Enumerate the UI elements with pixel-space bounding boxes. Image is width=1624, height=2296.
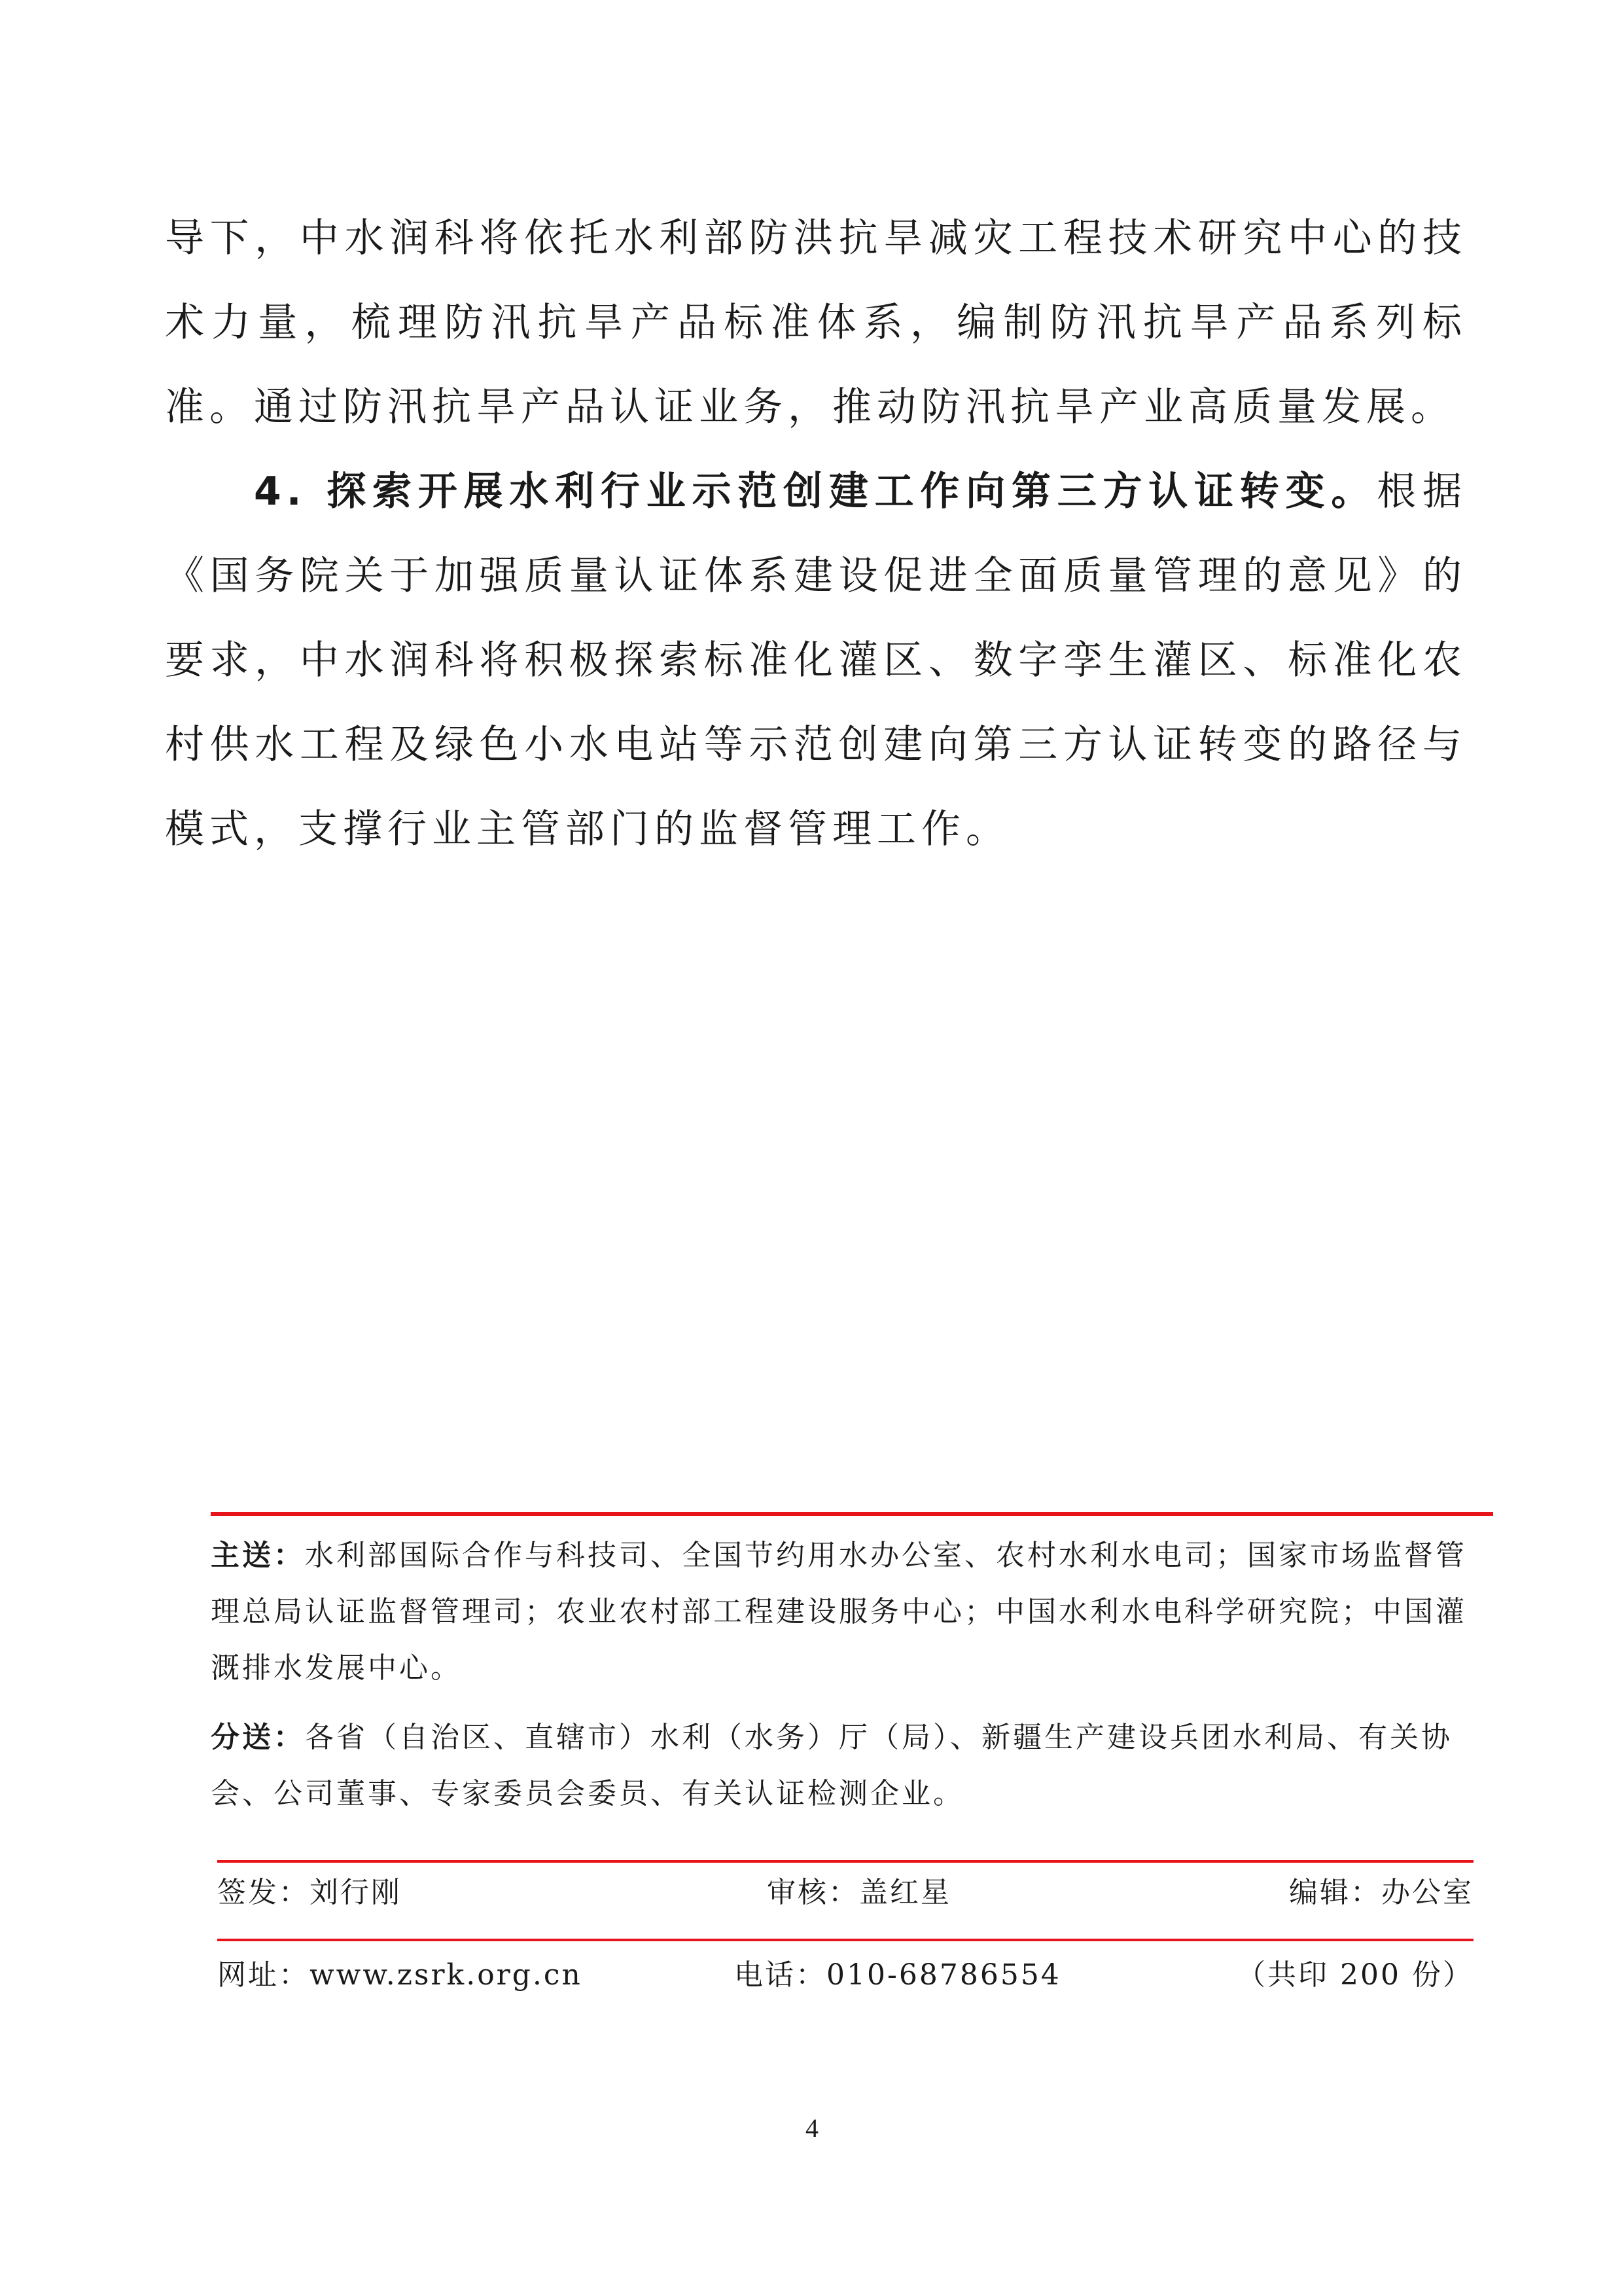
main-recipients-text: 水利部国际合作与科技司、全国节约用水办公室、农村水利水电司；国家市场监督管理总局认证监督管理司；农业农村部工程建设服务中心；中国水利水电科学研究院；中国灌溉排水发展中心。 [211, 1539, 1467, 1685]
body-text [165, 196, 1467, 872]
editor: 编辑：办公室 [1289, 1876, 1474, 1909]
copy-recipients-text: 各省（自治区、直辖市）水利（水务）厅（局）、新疆生产建设兵团水利局、有关协会、公司董事、专家委员会委员、有关认证检测企业。 [211, 1721, 1453, 1810]
copy-recipients-label: 分送： [211, 1721, 305, 1754]
print-copies: （共印 200 份） [1237, 1958, 1474, 1992]
paragraph-continuation: 导下，中水润科将依托水利部防洪抗旱减灾工程技术研究中心的技术力量，梳理防汛抗旱产品标准体系，编制防汛抗旱产品系列标准。通过防汛抗旱产品认证业务，推动防汛抗旱产业高质量发展。 [165, 215, 1467, 430]
reviewer: 审核：盖红星 [767, 1876, 951, 1909]
signoff-row [217, 1867, 1474, 1919]
contact-row [217, 1949, 1474, 2001]
phone: 电话：010-68786554 [734, 1958, 1061, 1992]
paragraph-item-4 [165, 450, 1467, 872]
top-red-rule [211, 1512, 1493, 1516]
website: 网址：www.zsrk.org.cn [217, 1958, 582, 1992]
issuer: 签发：刘行刚 [217, 1876, 402, 1909]
paragraph-heading: 4. 探索开展水利行业示范创建工作向第三方认证转变。 [254, 469, 1377, 514]
distribution-copy [211, 1710, 1493, 1822]
paragraph-text: 根据《国务院关于加强质量认证体系建设促进全面质量管理的意见》的要求，中水润科将积极探索标准化灌区、数字孪生灌区、标准化农村供水工程及绿色小水电站等示范创建向第三方认证转变的路径与模式，支撑行业主管部门的监督管理工作。 [165, 469, 1468, 852]
main-recipients-label: 主送： [211, 1539, 305, 1572]
middle-red-rule [217, 1860, 1474, 1863]
lower-red-rule [217, 1939, 1474, 1941]
page-number: 4 [805, 2113, 819, 2143]
distribution-main [211, 1528, 1493, 1696]
